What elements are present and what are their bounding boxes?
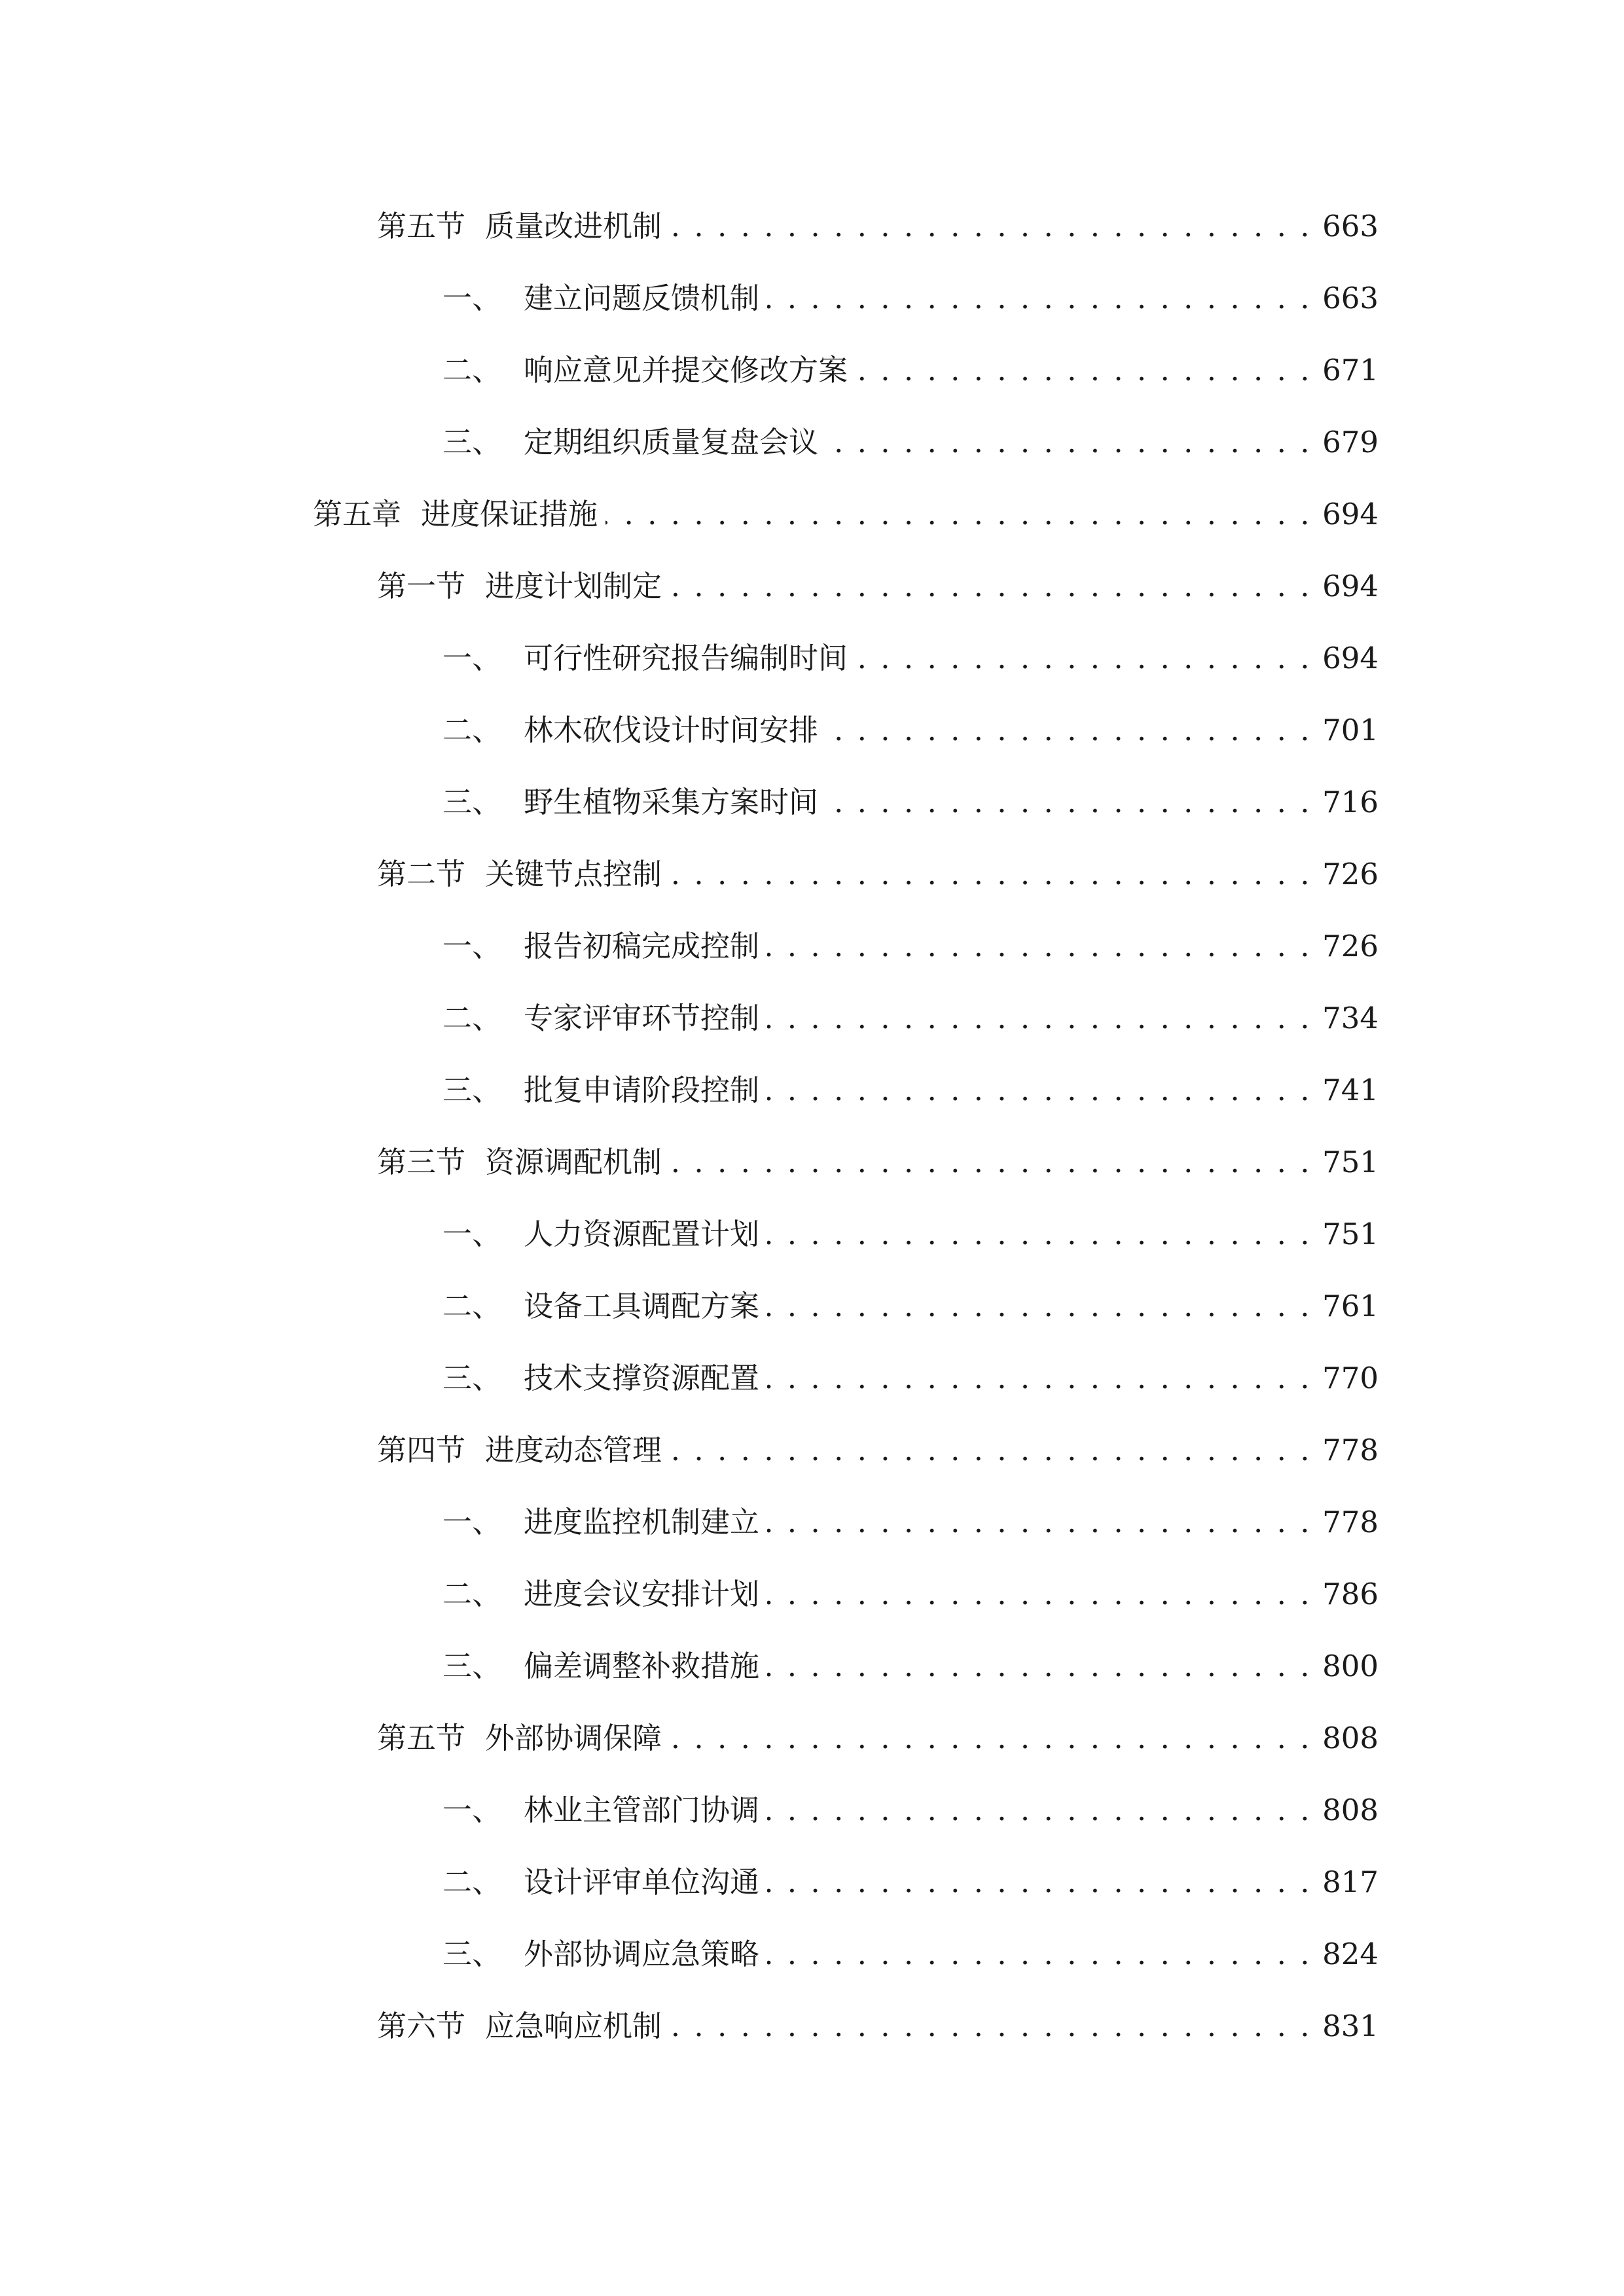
toc-entry-number: 第五章 (313, 497, 402, 531)
toc-entry-page: 679 (1322, 425, 1379, 459)
toc-entry[interactable] (442, 272, 1379, 325)
toc-dot-leader (605, 488, 1312, 541)
toc-entry-number: 第二节 (377, 857, 466, 891)
toc-entry-title: 定期组织质量复盘会议 (524, 425, 819, 459)
toc-entry-page: 808 (1322, 1721, 1379, 1755)
toc-entry-number: 三、 (442, 425, 502, 459)
toc-dot-leader (670, 560, 1312, 613)
toc-entry-page: 761 (1322, 1289, 1379, 1323)
toc-entry[interactable] (442, 632, 1379, 685)
toc-dot-leader (856, 344, 1312, 397)
toc-entry-number: 第一节 (377, 569, 466, 603)
toc-entry-page: 694 (1322, 497, 1379, 531)
toc-entry[interactable] (377, 1136, 1379, 1189)
toc-dot-leader (826, 416, 1312, 469)
toc-entry-number: 第五节 (377, 209, 466, 243)
toc-dot-leader (670, 200, 1312, 253)
toc-dot-leader (670, 1424, 1312, 1477)
toc-entry-title: 关键节点控制 (485, 857, 662, 891)
toc-entry-page: 817 (1322, 1865, 1379, 1899)
toc-entry-number: 三、 (442, 785, 502, 819)
toc-entry[interactable] (442, 1928, 1379, 1981)
toc-entry-page: 751 (1322, 1217, 1379, 1251)
toc-entry-page: 671 (1322, 353, 1379, 387)
toc-entry[interactable] (377, 200, 1379, 253)
toc-entry-number: 二、 (442, 713, 502, 747)
toc-dot-leader (767, 1352, 1312, 1405)
toc-entry-title: 进度监控机制建立 (524, 1505, 760, 1539)
toc-entry-number: 一、 (442, 1217, 502, 1251)
toc-entry-page: 778 (1322, 1505, 1379, 1539)
toc-entry-number: 第六节 (377, 2009, 466, 2043)
toc-entry-number: 二、 (442, 1865, 502, 1899)
toc-entry-title: 外部协调应急策略 (524, 1937, 760, 1971)
toc-dot-leader (670, 1136, 1312, 1189)
toc-entry[interactable] (442, 1856, 1379, 1909)
toc-dot-leader (826, 704, 1312, 757)
toc-dot-leader (670, 848, 1312, 901)
toc-entry-title: 批复申请阶段控制 (524, 1073, 760, 1107)
toc-entry-number: 二、 (442, 1001, 502, 1035)
toc-entry-page: 663 (1322, 209, 1379, 243)
toc-entry-page: 716 (1322, 785, 1379, 819)
toc-entry-title: 人力资源配置计划 (524, 1217, 760, 1251)
toc-dot-leader (767, 1640, 1312, 1693)
toc-entry-page: 694 (1322, 569, 1379, 603)
toc-entry[interactable] (442, 1568, 1379, 1621)
toc-entry[interactable] (442, 1784, 1379, 1837)
toc-entry-number: 三、 (442, 1649, 502, 1683)
toc-entry-title: 进度动态管理 (485, 1433, 662, 1467)
toc-entry-page: 824 (1322, 1937, 1379, 1971)
toc-entry-title: 设备工具调配方案 (524, 1289, 760, 1323)
toc-entry[interactable] (442, 1064, 1379, 1117)
toc-entry-title: 可行性研究报告编制时间 (524, 641, 848, 675)
toc-entry-title: 响应意见并提交修改方案 (524, 353, 848, 387)
toc-entry-number: 三、 (442, 1073, 502, 1107)
toc-entry-number: 一、 (442, 1793, 502, 1827)
toc-entry-title: 进度计划制定 (485, 569, 662, 603)
toc-dot-leader (670, 1712, 1312, 1765)
toc-entry-title: 野生植物采集方案时间 (524, 785, 819, 819)
toc-entry-number: 第三节 (377, 1145, 466, 1179)
toc-entry-title: 应急响应机制 (485, 2009, 662, 2043)
toc-entry-number: 一、 (442, 929, 502, 963)
toc-entry-title: 建立问题反馈机制 (524, 281, 760, 315)
toc-entry-page: 831 (1322, 2009, 1379, 2043)
toc-entry-title: 林业主管部门协调 (524, 1793, 760, 1827)
toc-entry-number: 二、 (442, 1289, 502, 1323)
toc-entry-title: 质量改进机制 (485, 209, 662, 243)
toc-entry-page: 701 (1322, 713, 1379, 747)
toc-entry-page: 734 (1322, 1001, 1379, 1035)
toc-entry-page: 786 (1322, 1577, 1379, 1611)
toc-entry[interactable] (442, 1280, 1379, 1333)
toc-entry[interactable] (377, 2000, 1379, 2053)
toc-entry[interactable] (442, 1208, 1379, 1261)
toc-entry-number: 一、 (442, 1505, 502, 1539)
toc-entry-number: 二、 (442, 1577, 502, 1611)
toc-entry-title: 进度会议安排计划 (524, 1577, 760, 1611)
toc-entry[interactable] (442, 416, 1379, 469)
toc-entry-title: 技术支撑资源配置 (524, 1361, 760, 1395)
toc-entry-title: 偏差调整补救措施 (524, 1649, 760, 1683)
toc-entry[interactable] (442, 344, 1379, 397)
toc-dot-leader (767, 1568, 1312, 1621)
toc-entry-title: 进度保证措施 (421, 497, 598, 531)
toc-entry[interactable] (377, 1424, 1379, 1477)
toc-entry[interactable] (442, 1496, 1379, 1549)
toc-entry-page: 770 (1322, 1361, 1379, 1395)
toc-entry-number: 三、 (442, 1937, 502, 1971)
toc-dot-leader (767, 920, 1312, 973)
toc-entry[interactable] (442, 920, 1379, 973)
toc-entry-title: 资源调配机制 (485, 1145, 662, 1179)
toc-entry-title: 设计评审单位沟通 (524, 1865, 760, 1899)
toc-entry-page: 800 (1322, 1649, 1379, 1683)
toc-entry-title: 报告初稿完成控制 (524, 929, 760, 963)
toc-dot-leader (670, 2000, 1312, 2053)
toc-entry-number: 三、 (442, 1361, 502, 1395)
toc-entry-page: 694 (1322, 641, 1379, 675)
toc-entry-title: 外部协调保障 (485, 1721, 662, 1755)
toc-entry-number: 二、 (442, 353, 502, 387)
toc-entry[interactable] (377, 848, 1379, 901)
toc-entry[interactable] (442, 704, 1379, 757)
toc-entry-number: 第四节 (377, 1433, 466, 1467)
toc-entry[interactable] (442, 776, 1379, 829)
toc-entry-chapter[interactable] (313, 488, 1379, 541)
toc-entry-number: 一、 (442, 641, 502, 675)
toc-entry-title: 林木砍伐设计时间安排 (524, 713, 819, 747)
toc-entry-page: 778 (1322, 1433, 1379, 1467)
toc-entry-title: 专家评审环节控制 (524, 1001, 760, 1035)
toc-entry-page: 663 (1322, 281, 1379, 315)
toc-dot-leader (767, 1856, 1312, 1909)
toc-dot-leader (767, 1064, 1312, 1117)
toc-entry-number: 第五节 (377, 1721, 466, 1755)
toc-entry-page: 726 (1322, 929, 1379, 963)
toc-entry[interactable] (442, 1640, 1379, 1693)
toc-dot-leader (767, 1496, 1312, 1549)
toc-entry-page: 808 (1322, 1793, 1379, 1827)
toc-entry-page: 741 (1322, 1073, 1379, 1107)
toc-dot-leader (826, 776, 1312, 829)
toc-dot-leader (856, 632, 1312, 685)
toc-dot-leader (767, 1928, 1312, 1981)
toc-dot-leader (767, 1208, 1312, 1261)
toc-entry[interactable] (377, 560, 1379, 613)
toc-entry-page: 751 (1322, 1145, 1379, 1179)
toc-entry-page: 726 (1322, 857, 1379, 891)
toc-entry[interactable] (442, 1352, 1379, 1405)
toc-dot-leader (767, 1280, 1312, 1333)
toc-entry[interactable] (442, 992, 1379, 1045)
toc-dot-leader (767, 1784, 1312, 1837)
toc-dot-leader (767, 272, 1312, 325)
toc-dot-leader (767, 992, 1312, 1045)
toc-entry[interactable] (377, 1712, 1379, 1765)
toc-entry-number: 一、 (442, 281, 502, 315)
